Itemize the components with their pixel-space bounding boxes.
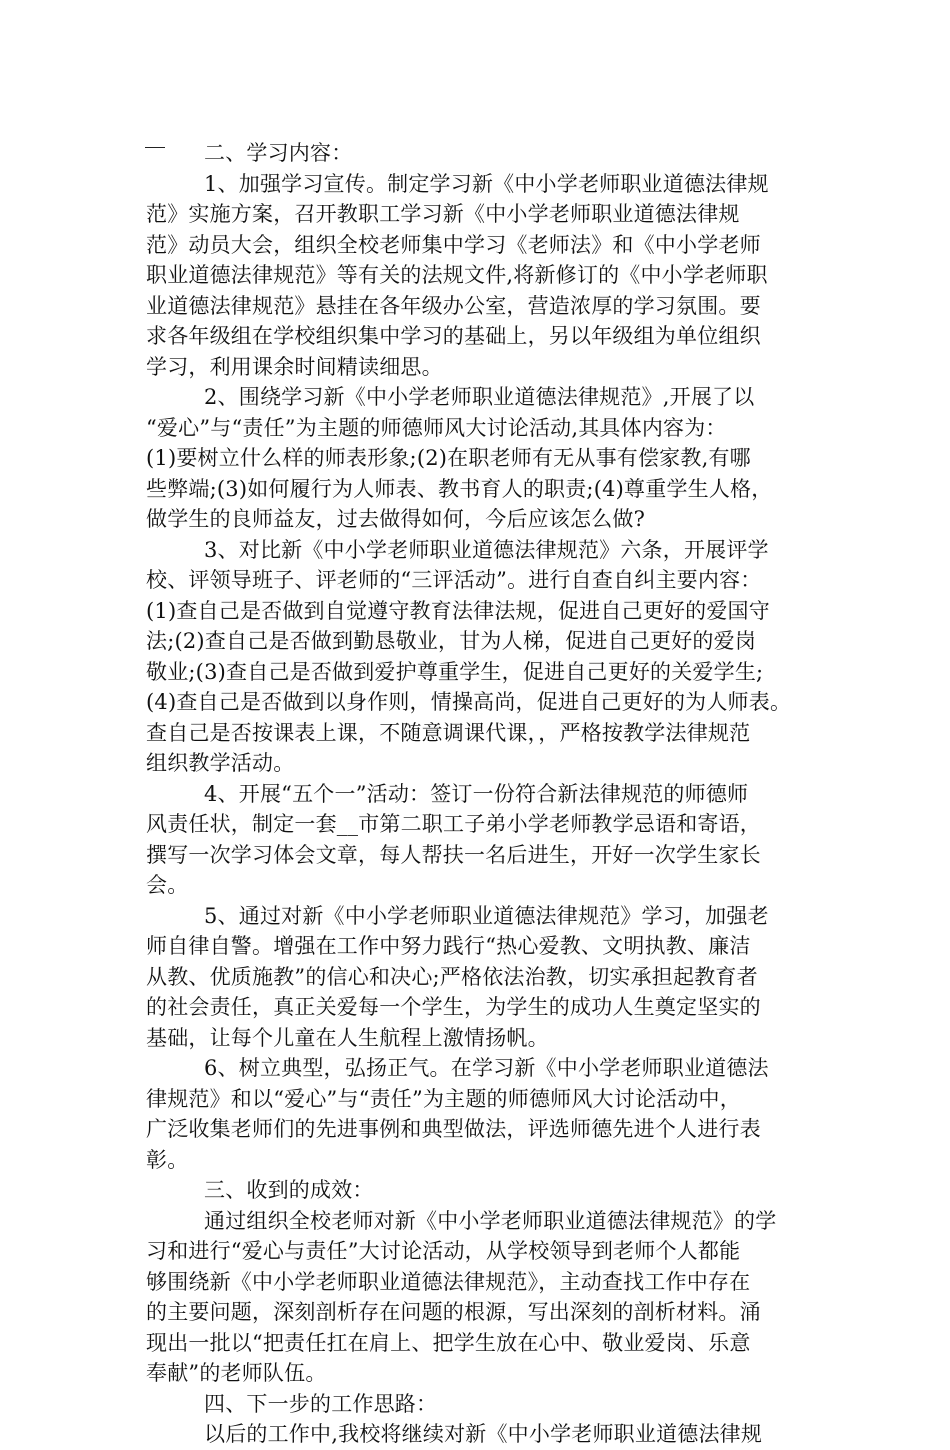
paragraph-first-line: 6、树立典型，弘扬正气。在学习新《中小学老师职业道德法 bbox=[204, 1056, 769, 1080]
paragraph-first-line: 通过组织全校老师对新《中小学老师职业道德法律规范》的学 bbox=[204, 1208, 777, 1233]
paragraph-first-line: 以后的工作中,我校将继续对新《中小学老师职业道德法律规 bbox=[204, 1422, 763, 1446]
text-line: (1)查自己是否做到自觉遵守教育法律法规，促进自己更好的爱国守 bbox=[146, 598, 770, 623]
text-line: 范》实施方案，召开教职工学习新《中小学老师职业道德法律规 bbox=[146, 202, 740, 226]
paragraph-first-line: 2、围绕学习新《中小学老师职业道德法律规范》,开展了以 bbox=[204, 385, 755, 409]
paragraph-first-line: 5、通过对新《中小学老师职业道德法律规范》学习，加强老 bbox=[204, 903, 769, 928]
text-line: 的主要问题，深刻剖析存在问题的根源，写出深刻的剖析材料。涌 bbox=[146, 1300, 761, 1324]
text-line: 校、评领导班子、评老师的“三评活动”。进行自查自纠主要内容： bbox=[146, 568, 762, 592]
text-line: 奉献”的老师队伍。 bbox=[146, 1361, 327, 1385]
text-line: 够围绕新《中小学老师职业道德法律规范》，主动查找工作中存在 bbox=[146, 1269, 751, 1294]
text-line: 广泛收集老师们的先进事例和典型做法，评选师德先进个人进行表 bbox=[146, 1117, 761, 1141]
text-line: 风责任状，制定一套__市第二职工子弟小学老师教学忌语和寄语， bbox=[146, 812, 761, 836]
text-line: 会。 bbox=[146, 873, 189, 897]
paragraph-first-line: 三、收到的成效： bbox=[204, 1178, 374, 1202]
text-line: 现出一批以“把责任扛在肩上、把学生放在心中、敬业爱岗、乐意 bbox=[146, 1330, 751, 1355]
text-line: 些弊端;(3)如何履行为人师表、教书育人的职责;(4)尊重学生人格， bbox=[146, 476, 773, 501]
paragraph-first-line: 4、开展“五个一”活动：签订一份符合新法律规范的师德师 bbox=[204, 781, 749, 806]
document-body bbox=[146, 138, 836, 1450]
text-line: 学习，利用课余时间精读细思。 bbox=[146, 354, 443, 379]
text-line: 律规范》和以“爱心”与“责任”为主题的师德师风大讨论活动中， bbox=[146, 1086, 741, 1111]
text-line: 查自己是否按课表上课，不随意调课代课，，严格按教学法律规范 bbox=[146, 720, 751, 745]
paragraph-first-line: 二、学习内容： bbox=[204, 141, 353, 165]
paragraph-first-line: 四、下一步的工作思路： bbox=[204, 1391, 438, 1416]
text-line: 习和进行“爱心与责任”大讨论活动，从学校领导到老师个人都能 bbox=[146, 1239, 741, 1263]
text-line: 撰写一次学习体会文章，每人帮扶一名后进生，开好一次学生家长 bbox=[146, 842, 761, 867]
text-line: (1)要树立什么样的师表形象;(2)在职老师有无从事有偿家教,有哪 bbox=[146, 446, 751, 470]
text-line: 敬业;(3)查自己是否做到爱护尊重学生，促进自己更好的关爱学生; bbox=[146, 659, 764, 684]
text-line: 的社会责任，真正关爱每一个学生，为学生的成功人生奠定坚实的 bbox=[146, 995, 761, 1019]
text-line: 从教、优质施教”的信心和决心;严格依法治教，切实承担起教育者 bbox=[146, 964, 758, 989]
text-line: 业道德法律规范》悬挂在各年级办公室，营造浓厚的学习氛围。要 bbox=[146, 293, 761, 318]
text-line: 基础，让每个儿童在人生航程上激情扬帆。 bbox=[146, 1025, 549, 1050]
paragraph-first-line: 3、对比新《中小学老师职业道德法律规范》六条，开展评学 bbox=[204, 537, 769, 562]
text-line: (4)查自己是否做到以身作则，情操高尚，促进自己更好的为人师表。 bbox=[146, 690, 792, 714]
text-line: 做学生的良师益友，过去做得如何，今后应该怎么做? bbox=[146, 507, 646, 531]
text-line: 组织教学活动。 bbox=[146, 751, 295, 775]
text-line: 彰。 bbox=[146, 1147, 189, 1172]
text-line: 职业道德法律规范》等有关的法规文件,将新修订的《中小学老师职 bbox=[146, 263, 768, 287]
text-line: 法;(2)查自己是否做到勤恳敬业，甘为人梯，促进自己更好的爱岗 bbox=[146, 629, 757, 653]
paragraph-first-line: 1、加强学习宣传。制定学习新《中小学老师职业道德法律规 bbox=[204, 171, 769, 196]
text-line: 求各年级组在学校组织集中学习的基础上，另以年级组为单位组织 bbox=[146, 324, 761, 348]
text-line: 师自律自警。增强在工作中努力践行“热心爱教、文明执教、廉洁 bbox=[146, 934, 751, 958]
text-line: “爱心”与“责任”为主题的师德师风大讨论活动,其具体内容为： bbox=[146, 415, 727, 440]
text-line: 范》动员大会，组织全校老师集中学习《老师法》和《中小学老师 bbox=[146, 232, 761, 257]
